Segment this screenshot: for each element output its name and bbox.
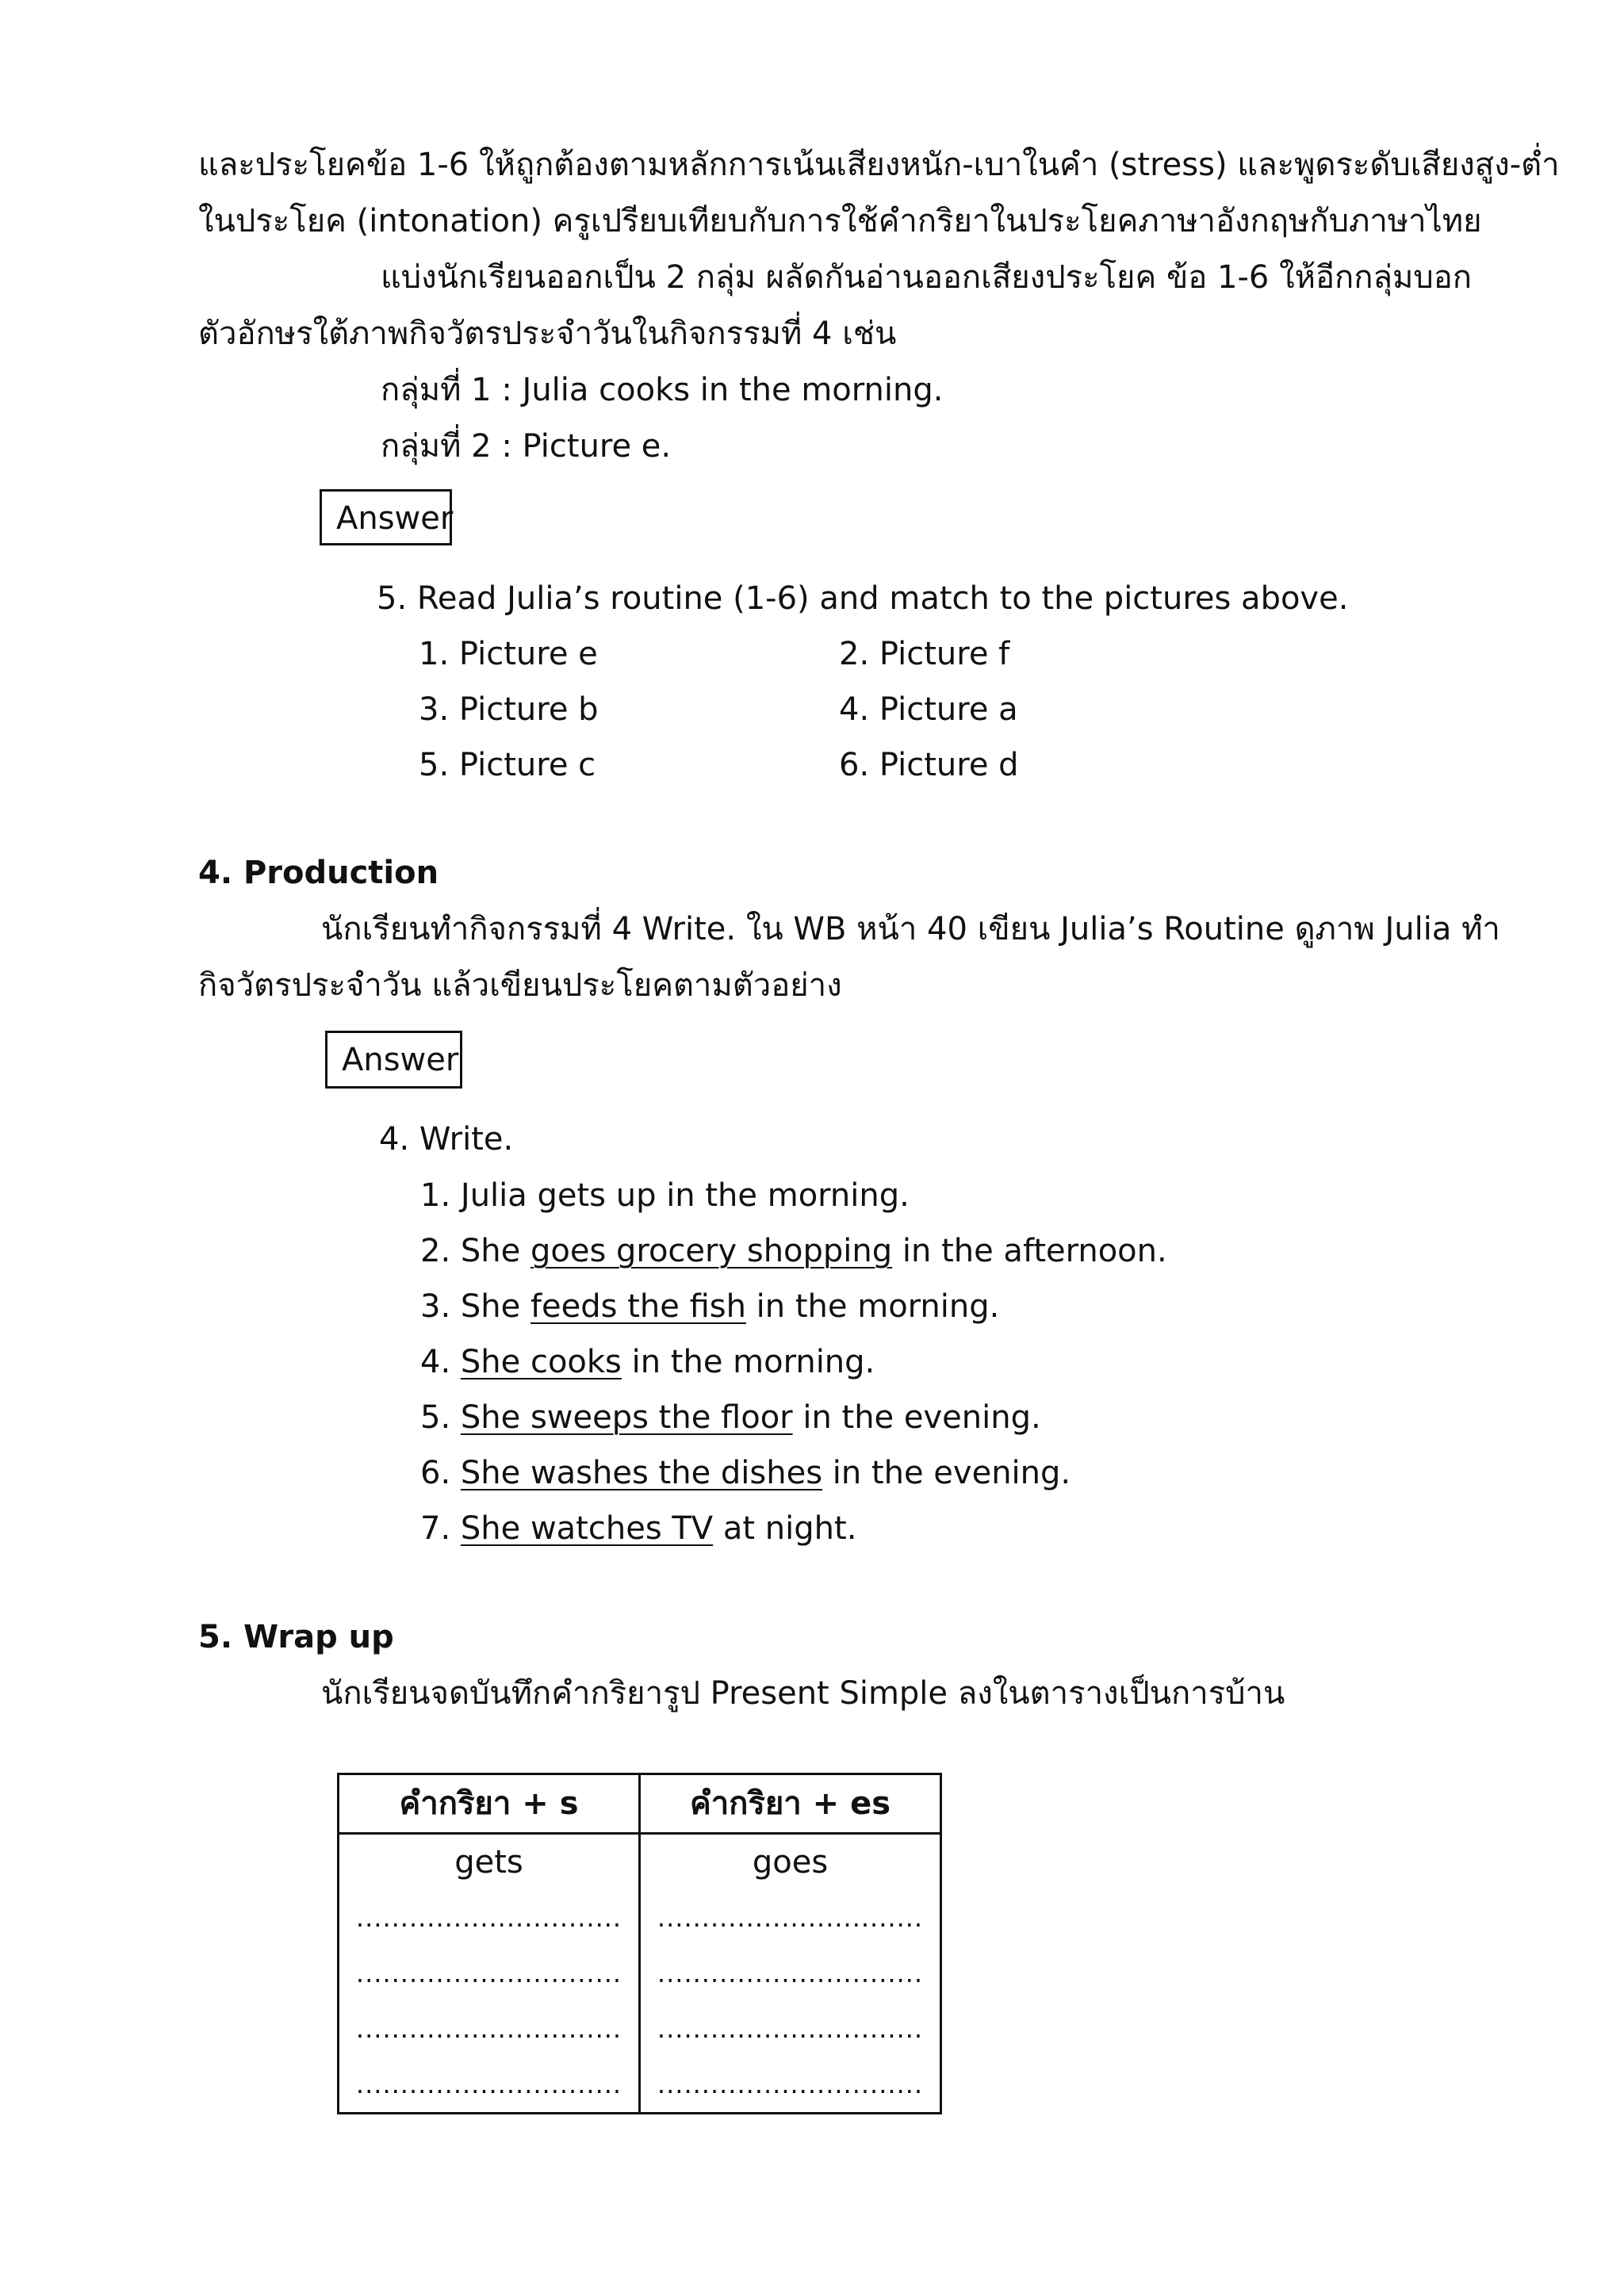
item-text-end: in the evening. [792, 1399, 1041, 1436]
item-answer: She washes the dishes [460, 1455, 823, 1491]
table-row [339, 1946, 941, 2001]
write-item-4 [420, 1340, 875, 1384]
table-cell-blank: .............................. [640, 1890, 941, 1946]
item-answer: She sweeps the floor [460, 1399, 793, 1436]
item-text-end: in the morning. [745, 1288, 1000, 1325]
write-item-1 [420, 1173, 910, 1218]
q5-answer-1: 1. Picture e [419, 636, 598, 672]
table-cell-blank: .............................. [640, 1946, 941, 2001]
item-number: 5. [420, 1399, 451, 1436]
table-cell: gets [339, 1834, 640, 1891]
table-cell-blank: .............................. [640, 2001, 941, 2057]
q5-answer-4: 4. Picture a [839, 691, 1018, 728]
header-verb-es: คำกริยา + es [640, 1774, 941, 1834]
write-item-7 [420, 1506, 856, 1551]
item-number: 4. [420, 1344, 451, 1380]
q5-answer-2: 2. Picture f [839, 636, 1010, 672]
item-text-end: in the evening. [822, 1455, 1071, 1491]
intro-line-4: ตัวอักษรใต้ภาพกิจวัตรประจำวันในกิจกรรมที่ 4 เช่น [198, 316, 897, 352]
table-cell-blank: .............................. [640, 2057, 941, 2114]
q5-answer-5: 5. Picture c [419, 747, 596, 783]
table-cell-blank: .............................. [339, 1890, 640, 1946]
item-text-end: in the afternoon. [892, 1233, 1167, 1269]
production-heading: 4. Production [198, 855, 439, 891]
q5-answer-6: 6. Picture d [839, 747, 1019, 783]
item-answer: goes grocery shopping [530, 1233, 893, 1269]
item-text: Julia gets up in the morning. [460, 1177, 910, 1214]
table-header-row [339, 1774, 941, 1834]
intro-line-1: และประโยคข้อ 1-6 ให้ถูกต้องตามหลักการเน้นเสียงหนัก-เบาในคำ (stress) และพูดระดับเสียงสูง-ต่ำ [198, 147, 1560, 183]
wrapup-line: นักเรียนจดบันทึกคำกริยารูป Present Simple ลงในตารางเป็นการบ้าน [321, 1675, 1285, 1712]
write-item-5 [420, 1395, 1041, 1440]
item-text-end: at night. [713, 1510, 857, 1547]
table-cell-blank: .............................. [339, 1946, 640, 2001]
item-number: 6. [420, 1455, 451, 1491]
item-number: 3. [420, 1288, 451, 1325]
table-cell-blank: .............................. [339, 2001, 640, 2057]
intro-line-2: ในประโยค (intonation) ครูเปรียบเทียบกับการใช้คำกริยาในประโยคภาษาอังกฤษกับภาษาไทย [198, 203, 1482, 239]
item-answer: feeds the fish [530, 1288, 746, 1325]
table-row [339, 1834, 941, 1891]
answer-box-2: Answer [325, 1031, 462, 1089]
item-answer: She cooks [460, 1344, 622, 1380]
item-number: 7. [420, 1510, 451, 1547]
table-cell-blank: .............................. [339, 2057, 640, 2114]
production-line-2: กิจวัตรประจำวัน แล้วเขียนประโยคตามตัวอย่าง [198, 967, 842, 1004]
header-verb-s: คำกริยา + s [339, 1774, 640, 1834]
item-text: She [460, 1288, 530, 1325]
write-item-6 [420, 1451, 1071, 1495]
verb-table [337, 1773, 942, 2114]
group-example-1: กลุ่มที่ 1 : Julia cooks in the morning. [381, 372, 944, 408]
q5-title: 5. Read Julia’s routine (1-6) and match to the pictures above. [377, 580, 1349, 617]
item-text: She [460, 1233, 530, 1269]
q5-answer-3: 3. Picture b [419, 691, 599, 728]
production-line-1: นักเรียนทำกิจกรรมที่ 4 Write. ใน WB หน้า 40 เขียน Julia’s Routine ดูภาพ Julia ทำ [321, 911, 1500, 947]
write-title: 4. Write. [379, 1121, 514, 1158]
group-example-2: กลุ่มที่ 2 : Picture e. [381, 428, 672, 465]
table-row [339, 2057, 941, 2114]
intro-line-3: แบ่งนักเรียนออกเป็น 2 กลุ่ม ผลัดกันอ่านออกเสียงประโยค ข้อ 1-6 ให้อีกกลุ่มบอก [381, 259, 1472, 296]
table-row [339, 2001, 941, 2057]
item-number: 2. [420, 1233, 451, 1269]
item-number: 1. [420, 1177, 451, 1214]
wrapup-heading: 5. Wrap up [198, 1619, 394, 1655]
table-row [339, 1890, 941, 1946]
write-item-3 [420, 1284, 999, 1329]
item-answer: She watches TV [460, 1510, 714, 1547]
answer-box: Answer [320, 489, 452, 545]
table-cell: goes [640, 1834, 941, 1891]
write-item-2 [420, 1229, 1167, 1273]
item-text-end: in the morning. [621, 1344, 875, 1380]
